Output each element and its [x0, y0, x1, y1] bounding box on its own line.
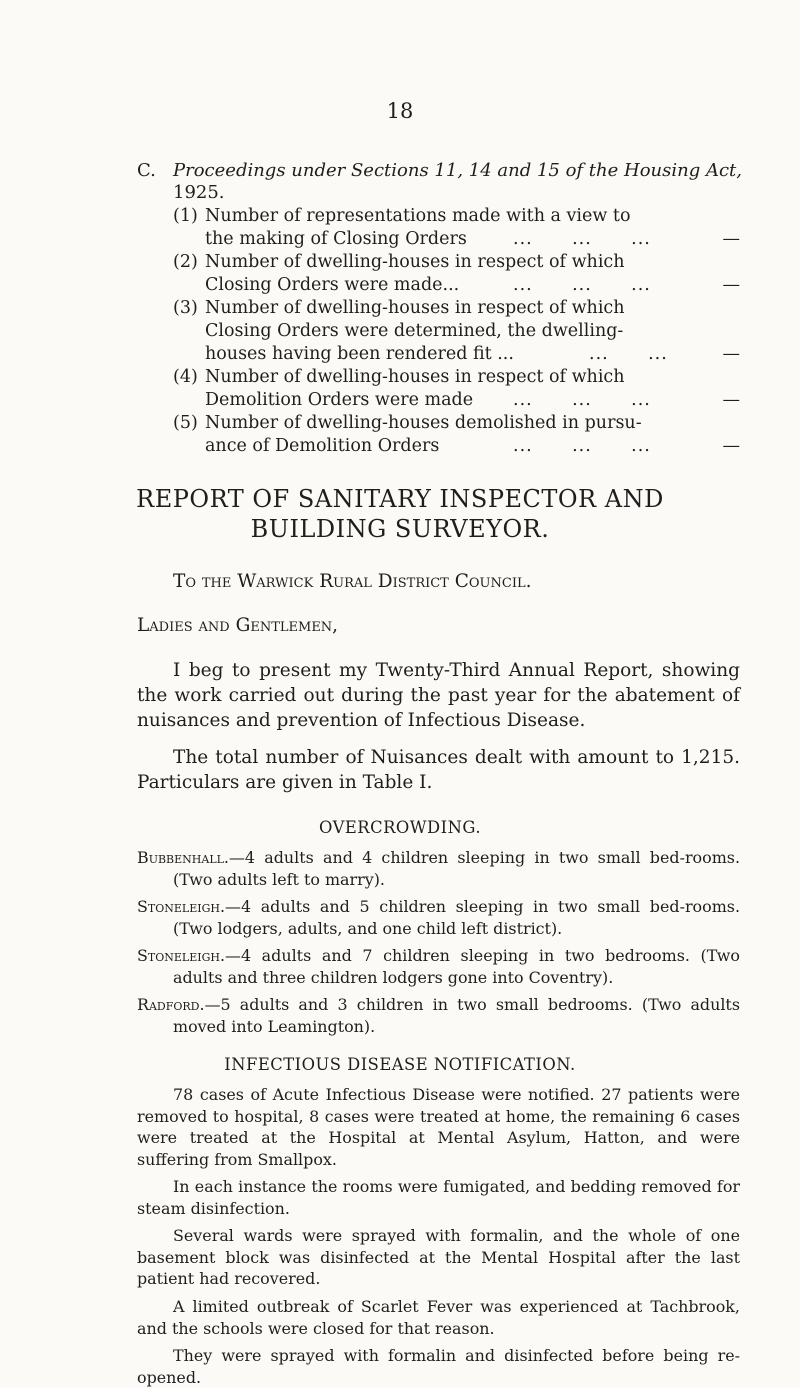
item-leader-dots: ... ... ... [513, 275, 651, 295]
entry-text: —4 adults and 7 children sleeping in two bedrooms. (Two adults and three children lodgers gone into Coventry). [173, 946, 740, 987]
overcrowding-entry [137, 945, 740, 988]
item-leader-dots: ... ... ... [513, 436, 651, 456]
infectious-paragraph: They were sprayed with formalin and disinfected before being re-opened. [137, 1346, 740, 1387]
item-line: Closing Orders were made... [205, 275, 460, 295]
section-year: 1925. [173, 182, 225, 203]
place-name: Radford. [137, 995, 205, 1014]
item-number: (5) [173, 413, 198, 433]
item-leader-dots: ... ... ... [513, 229, 651, 249]
infectious-paragraph: In each instance the rooms were fumigated, and bedding removed for steam disinfection. [137, 1177, 740, 1218]
item-line: Closing Orders were determined, the dwelling- [205, 321, 624, 341]
infectious-paragraph: Several wards were sprayed with formalin, and the whole of one basement block was disinfected at the Mental Hospital after the last patient had recovered. [137, 1226, 740, 1288]
place-name: Stoneleigh. [137, 897, 226, 916]
infectious-paragraph: 78 cases of Acute Infectious Disease were notified. 27 patients were removed to hospital, 8 cases were treated at home, the remaining 6 cases were treated at the Hospital at Mental Asylum, Hatton, and were suffering from Smallpox. [137, 1085, 740, 1169]
section-title: Proceedings under Sections 11, 14 and 15 of the Housing Act, [173, 160, 743, 181]
overcrowding-heading: OVERCROWDING. [318, 818, 482, 837]
item-line: Number of representations made with a view to [205, 206, 631, 226]
item-value: — [722, 229, 740, 249]
place-name: Bubbenhall. [137, 848, 229, 867]
item-number: (4) [173, 367, 198, 387]
entry-text: —4 adults and 5 children sleeping in two small bed-rooms. (Two lodgers, adults, and one child left district). [173, 897, 740, 938]
intro-paragraph: I beg to present my Twenty-Third Annual Report, showing the work carried out during the past year for the abatement of nuisances and prevention of Infectious Disease. [137, 660, 740, 731]
item-number: (3) [173, 298, 198, 318]
item-value: — [722, 390, 740, 410]
total-paragraph: The total number of Nuisances dealt with amount to 1,215. Particulars are given in Table I. [137, 747, 740, 793]
item-value: — [722, 275, 740, 295]
item-line: houses having been rendered fit ... [205, 344, 514, 364]
item-line: Number of dwelling-houses in respect of which [205, 252, 625, 272]
overcrowding-entry [137, 896, 740, 939]
section-label: C. [137, 160, 156, 181]
item-line: Demolition Orders were made [205, 390, 474, 410]
item-value: — [722, 344, 740, 364]
place-name: Stoneleigh. [137, 946, 226, 965]
entry-text: —4 adults and 4 children sleeping in two small bed-rooms. (Two adults left to marry). [173, 848, 740, 889]
addressee: To the Warwick Rural District Council. [173, 571, 532, 592]
item-leader-dots: ... ... [589, 344, 668, 364]
page-number: 18 [386, 99, 414, 123]
item-leader-dots: ... ... ... [513, 390, 651, 410]
item-value: — [722, 436, 740, 456]
item-number: (1) [173, 206, 198, 226]
overcrowding-entry [137, 994, 740, 1037]
item-line: ance of Demolition Orders [205, 436, 440, 456]
item-line: Number of dwelling-houses in respect of which [205, 298, 625, 318]
salutation: Ladies and Gentlemen, [137, 615, 339, 636]
report-heading-line-1: REPORT OF SANITARY INSPECTOR AND [136, 485, 664, 513]
infectious-paragraph: A limited outbreak of Scarlet Fever was experienced at Tachbrook, and the schools were closed for that reason. [137, 1297, 740, 1338]
item-line: Number of dwelling-houses demolished in pursu- [205, 413, 642, 433]
entry-text: —5 adults and 3 children in two small bedrooms. (Two adults moved into Leamington). [173, 995, 740, 1036]
item-number: (2) [173, 252, 198, 272]
item-line: Number of dwelling-houses in respect of which [205, 367, 625, 387]
report-heading-line-2: BUILDING SURVEYOR. [250, 515, 550, 543]
item-line: the making of Closing Orders [205, 229, 467, 249]
infectious-heading: INFECTIOUS DISEASE NOTIFICATION. [224, 1055, 576, 1074]
overcrowding-entry [137, 847, 740, 890]
